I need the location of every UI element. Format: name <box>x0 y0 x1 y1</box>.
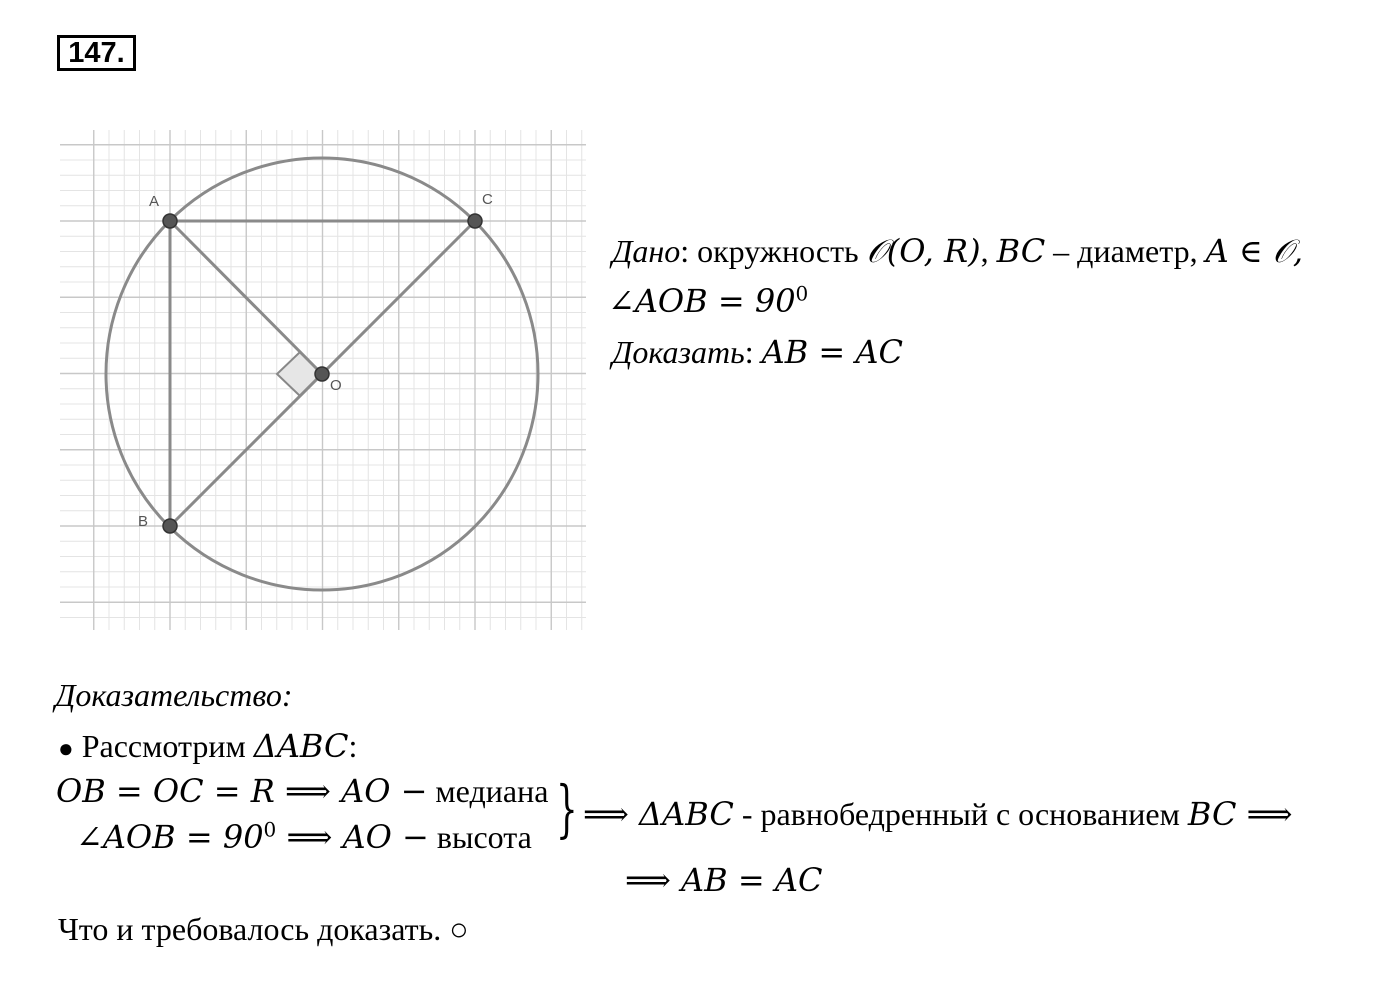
label-O: O <box>330 377 342 394</box>
proof-final <box>625 861 822 899</box>
geometry-figure <box>60 130 586 630</box>
given-label: Дано <box>612 233 681 269</box>
problem-number: 147. <box>57 35 136 71</box>
conclusion-text: - равнобедренный с основанием <box>733 796 1188 832</box>
proof-heading: Доказательство: <box>55 677 293 713</box>
proof-consider-line <box>58 727 357 765</box>
conclusion-triangle: ΔABC <box>639 795 734 833</box>
proof-line-1 <box>56 772 548 810</box>
final-statement: ⟹ AB = AC <box>625 861 823 899</box>
conclusion-arrow: ⟹ <box>583 795 640 833</box>
given-angle: ∠AOB = 90 <box>608 282 796 320</box>
given-text-1: : окружность <box>680 233 867 269</box>
given-circle: 𝒪(O, R) <box>866 232 981 270</box>
given-bc: BC <box>996 232 1046 270</box>
curly-brace: } <box>556 772 578 845</box>
point-O <box>315 367 329 381</box>
line2-math: ∠AOB = 90 <box>76 818 264 856</box>
point-C <box>468 214 482 228</box>
prove-label: Доказать <box>612 334 745 370</box>
proof-conclusion <box>583 795 1293 833</box>
prove-statement: AB = AC <box>761 333 903 371</box>
given-angle-sup: 0 <box>795 281 809 306</box>
given-text-2: – диаметр, <box>1045 233 1206 269</box>
line1-word: медиана <box>427 773 549 809</box>
label-C: C <box>482 191 493 208</box>
conclusion-bc: BC ⟹ <box>1187 795 1293 833</box>
point-A <box>163 214 177 228</box>
label-B: B <box>138 513 149 530</box>
label-A: A <box>149 193 160 210</box>
given-sep: , <box>980 233 997 269</box>
given-a-in-o: A ∈ 𝒪, <box>1205 232 1304 270</box>
consider-text: Рассмотрим <box>73 728 254 764</box>
line2-word: высота <box>428 819 532 855</box>
given-line <box>612 232 1303 271</box>
line1-math: OB = OC = R ⟹ AO − <box>56 772 428 810</box>
prove-line <box>612 333 903 371</box>
bullet: ● <box>58 734 74 763</box>
qed-line: Что и требовалось доказать. ○ <box>58 911 469 947</box>
line2-math-2: ⟹ AO − <box>276 818 429 856</box>
consider-triangle: ΔABC <box>253 727 349 765</box>
given-angle-line <box>608 282 808 320</box>
line2-sup: 0 <box>263 817 277 842</box>
prove-colon: : <box>744 334 762 370</box>
point-B <box>163 519 177 533</box>
proof-line-2 <box>76 818 532 856</box>
consider-colon: : <box>348 728 358 764</box>
